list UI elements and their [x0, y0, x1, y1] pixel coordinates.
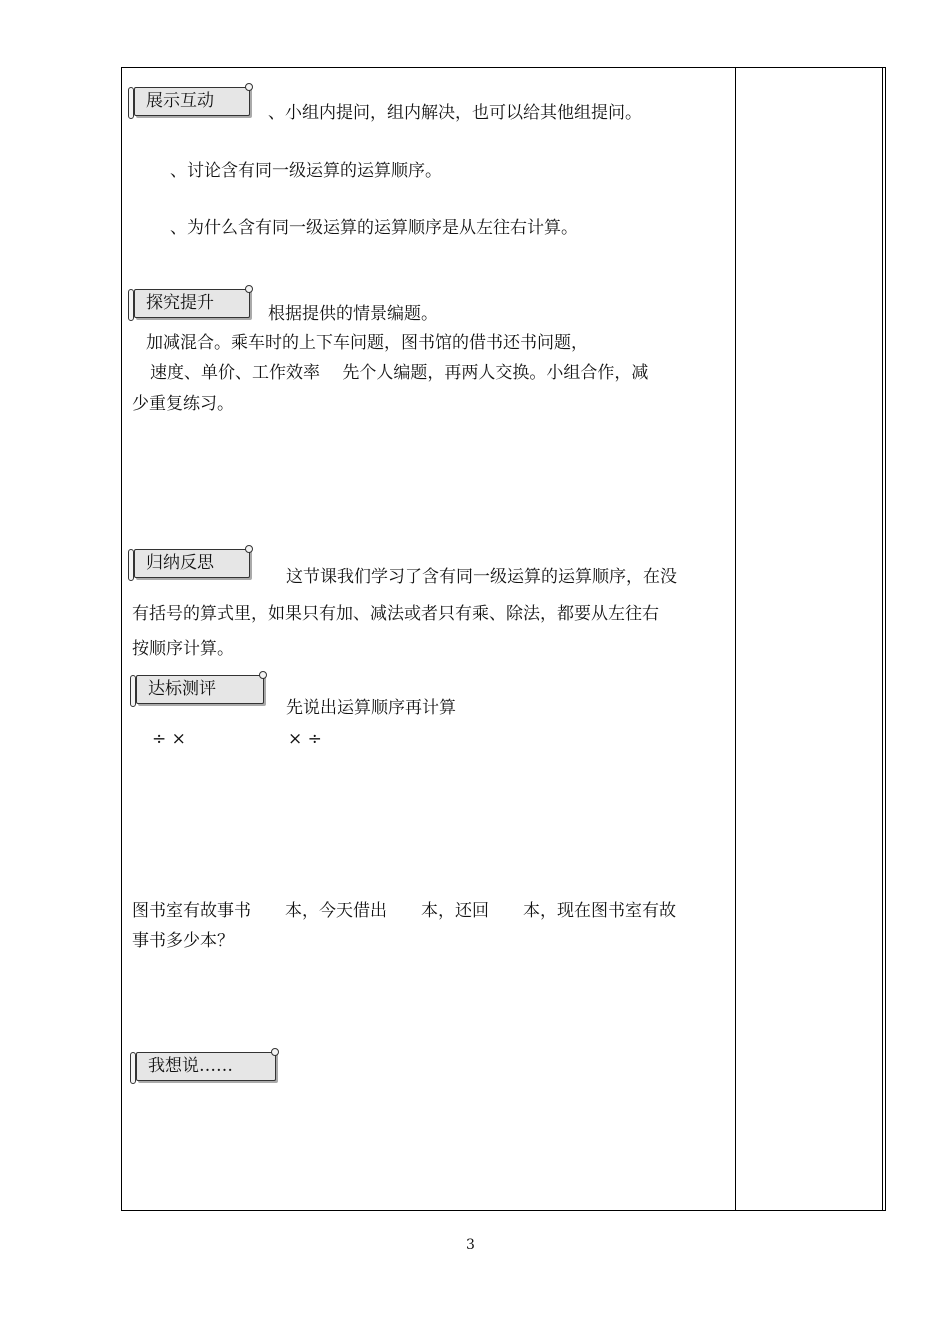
scroll-roll-top — [259, 671, 267, 679]
scroll-roll-top — [271, 1048, 279, 1056]
explore-line-3: 少重复练习。 — [132, 394, 234, 414]
show-line-1: 、小组内提问，组内解决，也可以给其他组提问。 — [268, 103, 642, 123]
test-problem-line-1: 图书室有故事书 本，今天借出 本，还回 本，现在图书室有故 — [132, 901, 676, 921]
scroll-roll-top — [245, 285, 253, 293]
table-right-border — [882, 67, 883, 1211]
column-divider — [735, 67, 736, 1211]
section-title-explore: 探究提升 — [146, 293, 214, 313]
test-expression-1: ÷ × — [152, 729, 186, 749]
summary-line-2: 有括号的算式里，如果只有加、减法或者只有乘、除法，都要从左往右 — [132, 604, 659, 624]
scroll-roll-top — [245, 545, 253, 553]
show-line-2: 、讨论含有同一级运算的运算顺序。 — [170, 161, 442, 181]
test-problem-line-2: 事书多少本？ — [132, 931, 234, 951]
section-title-reflect: 我想说…… — [148, 1056, 233, 1076]
explore-intro: 根据提供的情景编题。 — [268, 304, 438, 324]
test-expression-2: × ÷ — [288, 729, 322, 749]
page-number: 3 — [466, 1237, 475, 1253]
scroll-roll-left — [128, 289, 134, 321]
scroll-roll-left — [128, 549, 134, 581]
test-instruction: 先说出运算顺序再计算 — [286, 698, 456, 718]
scroll-roll-top — [245, 83, 253, 91]
section-title-test: 达标测评 — [148, 679, 216, 699]
section-banner-test — [130, 672, 264, 708]
explore-line-2: 速度、单价、工作效率 先个人编题，再两人交换。小组合作，减 — [150, 363, 649, 383]
section-title-show: 展示互动 — [146, 91, 214, 111]
summary-line-1: 这节课我们学习了含有同一级运算的运算顺序，在没 — [286, 567, 677, 587]
scroll-roll-left — [130, 1052, 136, 1084]
scroll-roll-left — [130, 675, 136, 707]
section-banner-summary — [128, 546, 250, 582]
section-banner-reflect — [130, 1049, 276, 1085]
section-banner-show — [128, 84, 250, 120]
section-title-summary: 归纳反思 — [146, 553, 214, 573]
explore-line-1: 加减混合。乘车时的上下车问题，图书馆的借书还书问题， — [146, 333, 588, 353]
summary-line-3: 按顺序计算。 — [132, 639, 234, 659]
section-banner-explore — [128, 286, 250, 322]
scroll-roll-left — [128, 87, 134, 119]
show-line-3: 、为什么含有同一级运算的运算顺序是从左往右计算。 — [170, 218, 578, 238]
